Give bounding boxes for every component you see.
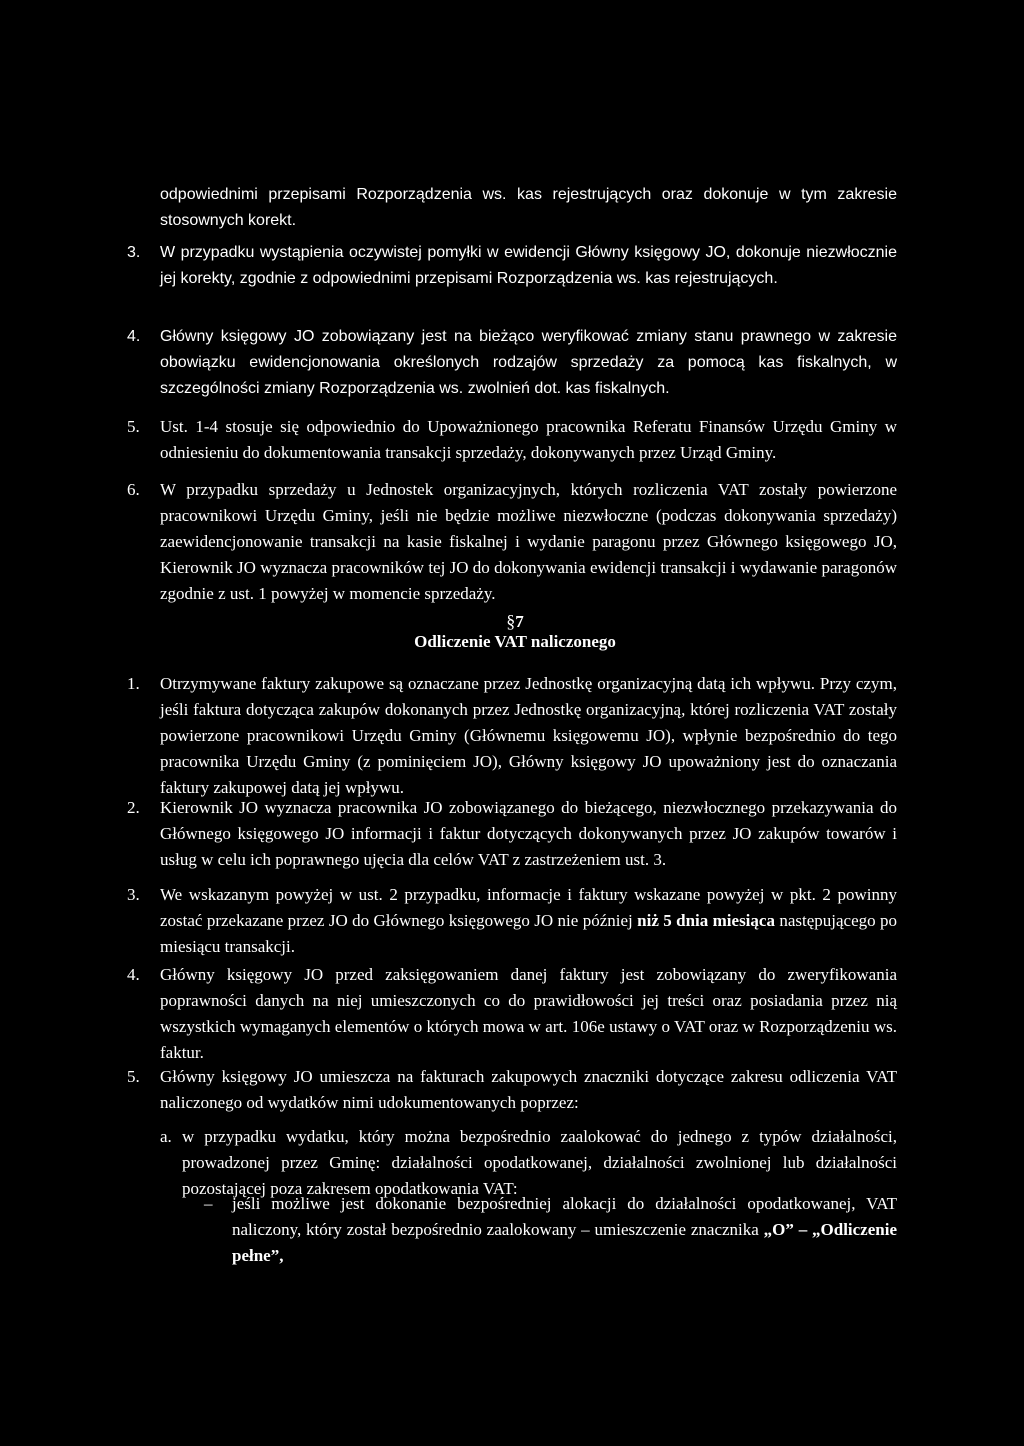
lower-item-3-number: 3. bbox=[127, 885, 140, 904]
bullet-text bbox=[232, 1191, 897, 1269]
lower-item-5-number: 5. bbox=[127, 1067, 140, 1086]
lower-item-3-deadline: niż 5 dnia miesiąca bbox=[637, 911, 775, 930]
lower-item-4-text: Główny księgowy JO przed zaksięgowaniem danej faktury jest zobowiązany do zweryfikowania poprawności danych na niej umieszczonych co do prawidłowości jej treści oraz posiadania przez nią wszystkich wymaganych elementów o których mowa w art. 106e ustawy o VAT oraz w Rozporządzeniu ws. faktur. bbox=[160, 965, 897, 1062]
lower-item-3-text-before: We wskazanym powyżej w ust. 2 przypadku, informacje i faktury wskazane powyżej w pkt. 2 powinny zostać przekazane przez JO do Głównego księgowego JO nie później bbox=[160, 885, 897, 930]
intro-paragraph: odpowiednimi przepisami Rozporządzenia ws. kas rejestrujących oraz dokonuje w tym zakresie stosownych korekt. bbox=[160, 186, 897, 229]
bullet-dash: – bbox=[204, 1194, 213, 1213]
lower-item-1-number: 1. bbox=[127, 674, 140, 693]
section-number-value: 7 bbox=[515, 612, 524, 631]
lower-item-3-text bbox=[160, 882, 897, 960]
lower-item-2-number: 2. bbox=[127, 798, 140, 817]
sub-item-a-letter: a. bbox=[160, 1127, 172, 1146]
lower-item-1-text: Otrzymywane faktury zakupowe są oznaczane przez Jednostkę organizacyjną datą ich wpływu. Przy czym, jeśli faktura dotycząca zakupów dokonanych przez Jednostkę organizacyjną, której rozliczenia VAT zostały powierzone pracownikowi Urzędu Gminy (Głównemu księgowemu JO), wpłynie bezpośrednio do tego pracownika Urzędu Gminy (z pominięciem JO), Główny księgowy JO upoważniony jest do oznaczania faktury zakupowej datą jej wpływu. bbox=[160, 674, 897, 797]
bullet-marker: „O” – „Odliczenie pełne”, bbox=[232, 1220, 898, 1265]
item-5-number: 5. bbox=[127, 417, 140, 436]
item-4-text: Główny księgowy JO zobowiązany jest na bieżąco weryfikować zmiany stanu prawnego w zakresie obowiązku ewidencjonowania określonych rodzajów sprzedaży za pomocą kas fiskalnych, w szczególności zmiany Rozporządzenia ws. zwolnień dot. kas fiskalnych. bbox=[160, 328, 897, 397]
lower-item-4-number: 4. bbox=[127, 965, 140, 984]
item-3-text: W przypadku wystąpienia oczywistej pomyłki w ewidencji Główny księgowy JO, dokonuje niezwłocznie jej korekty, zgodnie z odpowiednimi przepisami Rozporządzenia ws. kas rejestrujących. bbox=[160, 244, 897, 287]
item-4-number: 4. bbox=[127, 328, 141, 345]
section-sign: § bbox=[506, 611, 516, 631]
item-6-number: 6. bbox=[127, 480, 140, 499]
section-title: Odliczenie VAT naliczonego bbox=[414, 632, 616, 651]
item-5-text: Ust. 1-4 stosuje się odpowiednio do Upoważnionego pracownika Referatu Finansów Urzędu Gminy w odniesieniu do dokumentowania transakcji sprzedaży, dokonywanych przez Urząd Gminy. bbox=[160, 417, 897, 462]
lower-item-3-text-after: następującego po miesiącu transakcji. bbox=[160, 911, 898, 956]
sub-item-a-text: w przypadku wydatku, który można bezpośrednio zaalokować do jednego z typów działalności, prowadzonej przez Gminę: działalności opodatkowanej, działalności zwolnionej lub działalności pozostającej poza zakresem opodatkowania VAT: bbox=[182, 1127, 897, 1198]
item-3-number: 3. bbox=[127, 244, 141, 261]
bullet-text-before: jeśli możliwe jest dokonanie bezpośredniej alokacji do działalności opodatkowanej, VAT naliczony, który został bezpośrednio zaalokowany – umieszczenie znacznika bbox=[232, 1194, 897, 1239]
lower-item-5-text: Główny księgowy JO umieszcza na fakturach zakupowych znaczniki dotyczące zakresu odliczenia VAT naliczonego od wydatków nimi udokumentowanych poprzez: bbox=[160, 1067, 897, 1112]
lower-item-2-text: Kierownik JO wyznacza pracownika JO zobowiązanego do bieżącego, niezwłocznego przekazywania do Głównego księgowego JO informacji i faktur dotyczących dokonywanych przez JO zakupów towarów i usług w celu ich poprawnego ujęcia dla celów VAT z zastrzeżeniem ust. 3. bbox=[160, 798, 897, 869]
item-6-text: W przypadku sprzedaży u Jednostek organizacyjnych, których rozliczenia VAT zostały powierzone pracownikowi Urzędu Gminy, jeśli nie będzie możliwe niezwłoczne (podczas dokonywania sprzedaży) zaewidencjonowanie transakcji na kasie fiskalnej i wydanie paragonu przez Głównego księgowego JO, Kierownik JO wyznacza pracowników tej JO do dokonywania ewidencji transakcji i wydawanie paragonów zgodnie z ust. 1 powyżej w momencie sprzedaży. bbox=[160, 480, 897, 603]
